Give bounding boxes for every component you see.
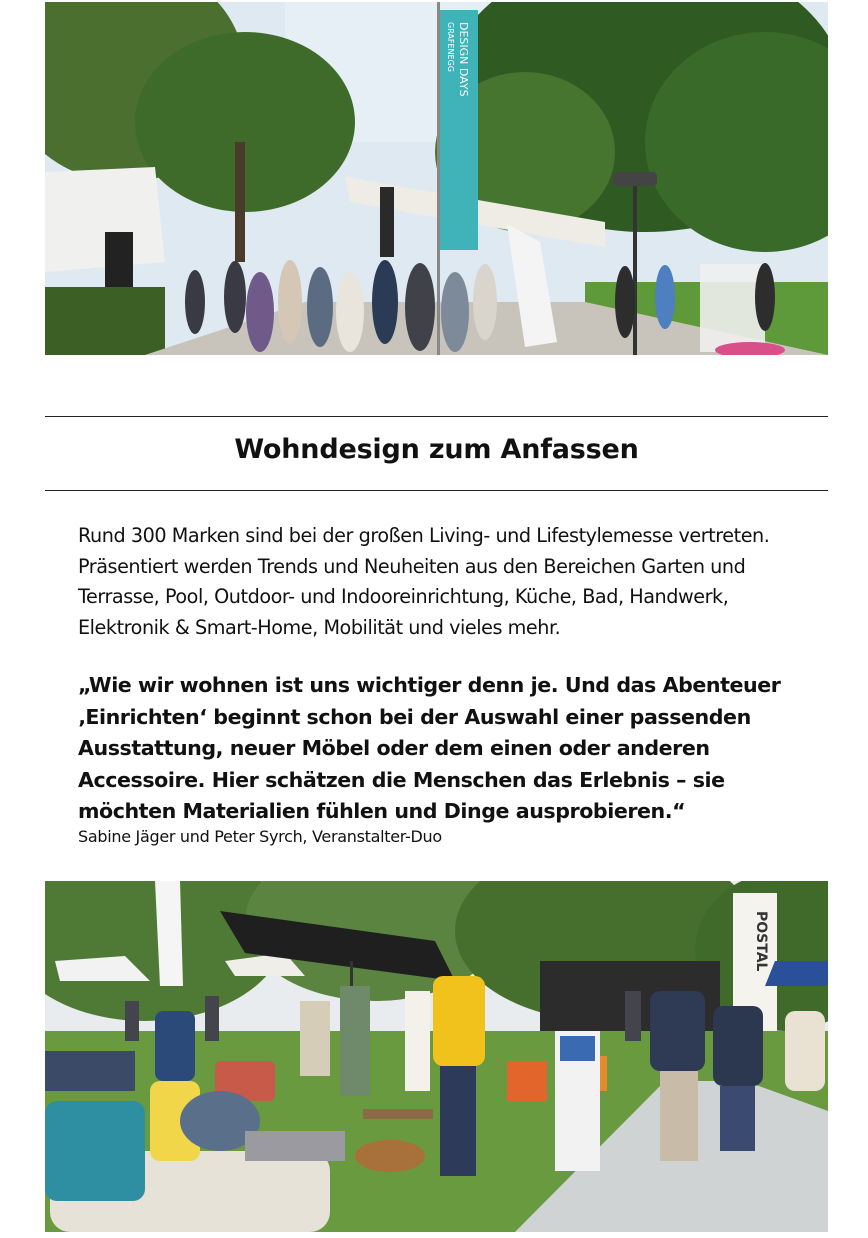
article-headline: Wohndesign zum Anfassen [234,434,639,465]
divider-bottom [45,490,828,491]
event-photo-top [45,2,828,355]
banner-subtext: GRAFENEGG [446,22,455,72]
event-photo-top-image [45,2,828,355]
divider-top [45,416,828,417]
flag-text: POSTAL [753,911,769,972]
banner-text: DESIGN DAYS [457,22,470,97]
intro-paragraph: Rund 300 Marken sind bei der großen Living- und Lifestylemesse vertreten. Präsentiert werden Trends und Neuheiten aus den Bereichen Garten und Terrasse, Pool, Outdoor- und Indooreinrichtung, Küche, Bad, Handwerk, Elektronik & Smart-Home, Mobilität und vieles mehr. [78,524,770,639]
event-photo-bottom-image [45,881,828,1232]
quote-attribution: Sabine Jäger und Peter Syrch, Veranstalter-Duo [78,827,442,846]
event-photo-bottom [45,881,828,1232]
pull-quote: „Wie wir wohnen ist uns wichtiger denn je. Und das Abenteuer ‚Einrichten‘ beginnt schon bei der Auswahl einer passenden Ausstattung, neuer Möbel oder dem einen oder anderen Accessoire. Hier schätzen die Menschen das Erlebnis – sie möchten Materialien fühlen und Dinge ausprobieren.“ [78,673,781,823]
